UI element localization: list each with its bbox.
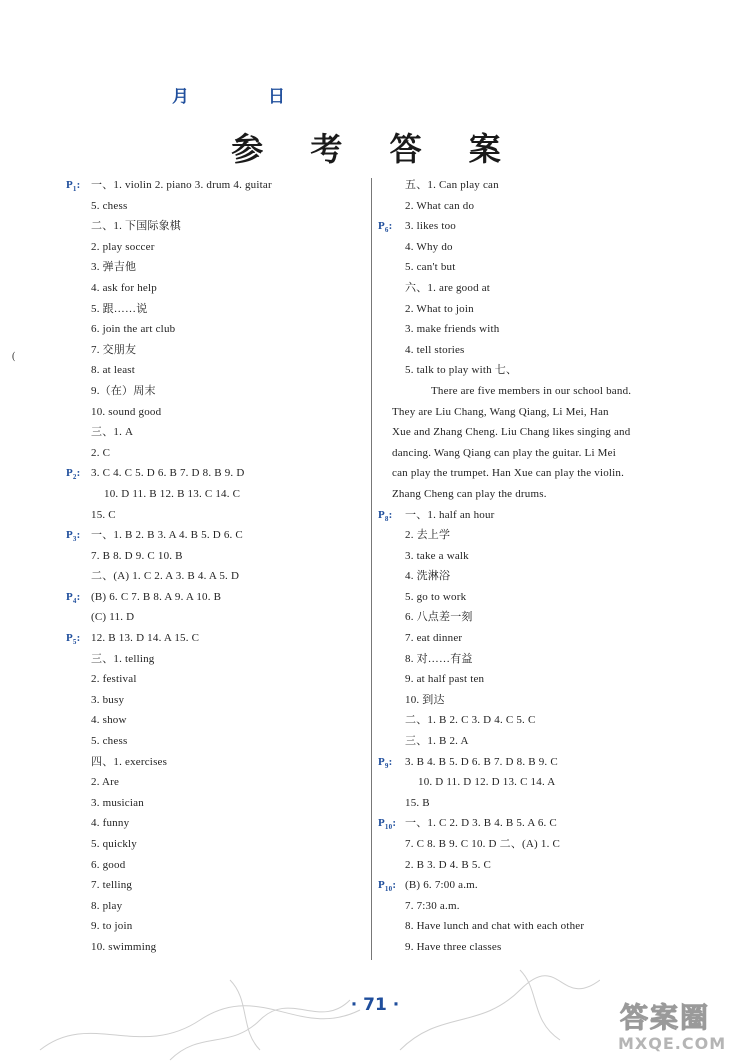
answer-line [378,566,696,587]
answer-line [66,463,396,484]
answer-line [66,505,396,526]
answer-line [378,463,696,484]
answer-line [378,216,696,237]
answer-text: 5. talk to play with 七、 [405,364,518,377]
answer-line [66,340,396,361]
page-tag-number: 6 [384,226,389,235]
answer-text: 二、(A) 1. C 2. A 3. B 4. A 5. D [91,570,240,583]
answer-line [378,896,696,917]
answer-text: 3. take a walk [405,549,469,562]
answer-line [66,484,396,505]
page-number: · 71 · [350,995,400,1015]
page-tag-number: 2 [72,473,77,482]
answer-text: 10. 到达 [405,693,445,706]
answer-line [378,196,696,217]
answer-line [66,278,396,299]
answer-text: 4. tell stories [405,343,465,356]
page-tag-letter: P [66,467,73,480]
answer-line [378,278,696,299]
answer-line [378,813,696,834]
answer-text: 12. B 13. D 14. A 15. C [91,632,200,645]
answer-text: 二、1. 下国际象棋 [91,220,181,233]
answer-text: Xue and Zhang Cheng. Liu Chang likes singing and [392,426,631,439]
page-title: 参 考 答 案 [231,130,519,168]
answer-text: 7. 7:30 a.m. [405,899,460,912]
answer-text: 10. sound good [91,405,162,418]
answer-text: 3. likes too [405,220,456,233]
page-tag-number: 9 [384,761,389,770]
answer-text: 2. B 3. D 4. B 5. C [405,858,492,871]
answer-text: 一、1. half an hour [405,508,495,521]
answer-line [66,772,396,793]
answer-text: 一、1. violin 2. piano 3. drum 4. guitar [91,179,272,191]
answer-text: 7. eat dinner [405,632,463,645]
page-tag-letter: P [66,590,73,603]
answer-line [378,402,696,423]
answer-text: (B) 6. C 7. B 8. A 9. A 10. B [91,590,222,603]
page-tag-number: 1 [72,185,77,194]
answer-line [66,196,396,217]
answer-line [66,649,396,670]
answer-line [66,896,396,917]
answer-text: 5. chess [91,735,128,748]
answer-line [66,875,396,896]
answer-text: 五、1. Can play can [405,179,499,191]
answer-line [378,607,696,628]
answer-line [66,566,396,587]
answer-line [66,299,396,320]
page-tag-number: 10 [384,823,393,832]
answer-text: 4. show [91,714,127,727]
answer-line [66,525,396,546]
page-tag-letter: P [66,632,73,645]
answer-line [66,422,396,443]
page-tag: $P_5$: [66,632,81,647]
answer-text: 10. D 11. D 12. D 13. C 14. A [418,776,556,789]
answer-line [66,834,396,855]
answer-text: 2. 去上学 [405,529,451,542]
answer-line [378,381,696,402]
answer-text: 2. C [91,446,111,459]
answer-line [66,690,396,711]
answer-text: 7. B 8. D 9. C 10. B [91,549,183,562]
answer-text: 8. 对……有益 [405,652,473,665]
answer-text: 三、1. A [91,426,134,439]
answer-text: 2. What can do [405,199,475,212]
answer-line [66,916,396,937]
answer-line [378,793,696,814]
answer-line [66,813,396,834]
answer-text: 一、1. B 2. B 3. A 4. B 5. D 6. C [91,529,243,542]
answer-text: 2. Are [91,776,120,789]
answer-text: 4. 洗淋浴 [405,570,451,583]
answer-text: 3. B 4. B 5. D 6. B 7. D 8. B 9. C [405,755,558,768]
answer-text: 10. D 11. B 12. B 13. C 14. C [104,487,241,500]
answer-line [378,916,696,937]
page-tag: $P_3$: [66,529,81,544]
answer-line [378,237,696,258]
answer-text: 5. can't but [405,261,456,274]
answer-text: There are five members in our school band. [431,384,632,397]
answer-line [378,340,696,361]
answer-line [378,669,696,690]
answer-text: can play the trumpet. Han Xue can play the violin. [392,467,625,480]
answer-text: 8. at least [91,364,136,377]
answer-text: 9.（在）周末 [91,384,156,397]
answer-text: 9. to join [91,920,133,933]
answer-line [378,834,696,855]
page-tag: $P_{10}$: [378,817,397,832]
answer-line [66,793,396,814]
answer-line [66,216,396,237]
page-tag-number: 3 [72,535,77,544]
answer-line [378,587,696,608]
answer-text: 3. C 4. C 5. D 6. B 7. D 8. B 9. D [91,467,245,480]
answer-line [66,710,396,731]
answer-line [66,546,396,567]
page-tag-number: 4 [72,597,77,606]
page-tag: $P_2$: [66,467,81,482]
answer-text: 6. good [91,858,126,871]
answer-line [66,628,396,649]
page-tag: $P_4$: [66,590,81,606]
answer-text: 2. play soccer [91,240,155,253]
answer-text: 8. Have lunch and chat with each other [405,920,585,933]
answer-text: 三、1. B 2. A [405,735,469,748]
answer-line [378,175,696,196]
page-tag-letter: P [378,879,385,892]
page-tag-letter: P [378,508,385,521]
right-answer-column [378,175,696,958]
answer-text: (C) 11. D [91,611,135,624]
answer-text: 4. Why do [405,240,453,253]
answer-line [378,731,696,752]
answer-text: 15. C [91,508,116,521]
page-tag-number: 8 [384,514,389,523]
answer-text: 5. go to work [405,590,467,603]
answer-text: 5. quickly [91,838,137,850]
answer-line [378,875,696,896]
answer-text: 15. B [405,796,430,809]
answer-line [378,257,696,278]
answer-text: 四、1. exercises [91,755,168,768]
answer-text: They are Liu Chang, Wang Qiang, Li Mei, Han [392,405,609,418]
answer-text: 5. 跟……说 [91,302,148,315]
answer-text: 4. ask for help [91,281,157,294]
answer-text: 六、1. are good at [405,281,491,294]
answer-text: 一、1. C 2. D 3. B 4. B 5. A 6. C [405,817,557,830]
answer-line [378,484,696,505]
answer-text: 6. 八点差一刻 [405,611,473,624]
page-tag-letter: P [66,529,73,542]
answer-text: 3. 弹吉他 [91,261,137,274]
page-tag-number: 5 [72,638,77,647]
answer-text: 2. What to join [405,302,474,315]
answer-line [378,690,696,711]
answer-text: 7. C 8. B 9. C 10. D 二、(A) 1. C [405,838,561,850]
answer-line [378,443,696,464]
answer-text: 5. chess [91,199,128,212]
answer-text: 2. festival [91,673,137,686]
page-tag-letter: P [378,817,385,830]
answer-text: (B) 6. 7:00 a.m. [405,879,478,892]
answer-line [66,443,396,464]
answer-text: 10. swimming [91,940,157,953]
answer-line [66,752,396,773]
watermark-url: MXQE.COM [618,1034,727,1053]
answer-line [66,731,396,752]
answer-line [378,649,696,670]
answer-text: 7. telling [91,879,133,892]
answer-line [378,525,696,546]
answer-line [378,319,696,340]
answer-line [378,628,696,649]
watermark [612,996,742,1058]
margin-mark: ( [12,351,16,362]
answer-line [378,855,696,876]
answer-line [66,319,396,340]
answer-text: 9. Have three classes [405,940,502,953]
answer-text: Zhang Cheng can play the drums. [392,487,547,500]
answer-text: 3. busy [91,693,125,706]
answer-text: 3. make friends with [405,323,500,336]
answer-line [378,505,696,526]
answer-line [378,299,696,320]
answer-line [66,855,396,876]
watermark-logo: 答案圈 [620,1001,711,1034]
answer-line [378,772,696,793]
day-label: 日 [268,87,285,107]
answer-line [66,587,396,608]
answer-text: dancing. Wang Qiang can play the guitar. Li Mei [392,446,616,459]
page-tag: $P_1$: [66,179,81,194]
answer-text: 9. at half past ten [405,673,485,686]
page-tag-letter: P [378,220,385,233]
answer-text: 7. 交朋友 [91,343,137,356]
left-answer-column [66,175,396,958]
answer-text: 三、1. telling [91,652,155,665]
answer-text: 8. play [91,899,123,912]
page-tag: $P_6$: [378,220,393,235]
answer-line [66,237,396,258]
answer-line [378,752,696,773]
page-tag-letter: P [66,179,73,191]
answer-line [66,607,396,628]
page-tag: $P_{10}$: [378,879,397,894]
answer-line [378,710,696,731]
page-tag: $P_8$: [378,508,393,523]
answer-line [66,381,396,402]
page-tag-letter: P [378,755,385,768]
answer-line [378,422,696,443]
answer-line [378,360,696,381]
answer-line [66,257,396,278]
answer-line [66,402,396,423]
answer-line [66,360,396,381]
page-tag-number: 10 [384,885,393,894]
answer-text: 6. join the art club [91,323,176,336]
page-tag: $P_9$: [378,755,393,770]
answer-line [378,546,696,567]
answer-line [66,669,396,690]
answer-text: 4. funny [91,817,130,830]
answer-text: 3. musician [91,796,144,809]
answer-line [66,175,396,196]
answer-text: 二、1. B 2. C 3. D 4. C 5. C [405,714,536,727]
month-label: 月 [172,87,189,107]
